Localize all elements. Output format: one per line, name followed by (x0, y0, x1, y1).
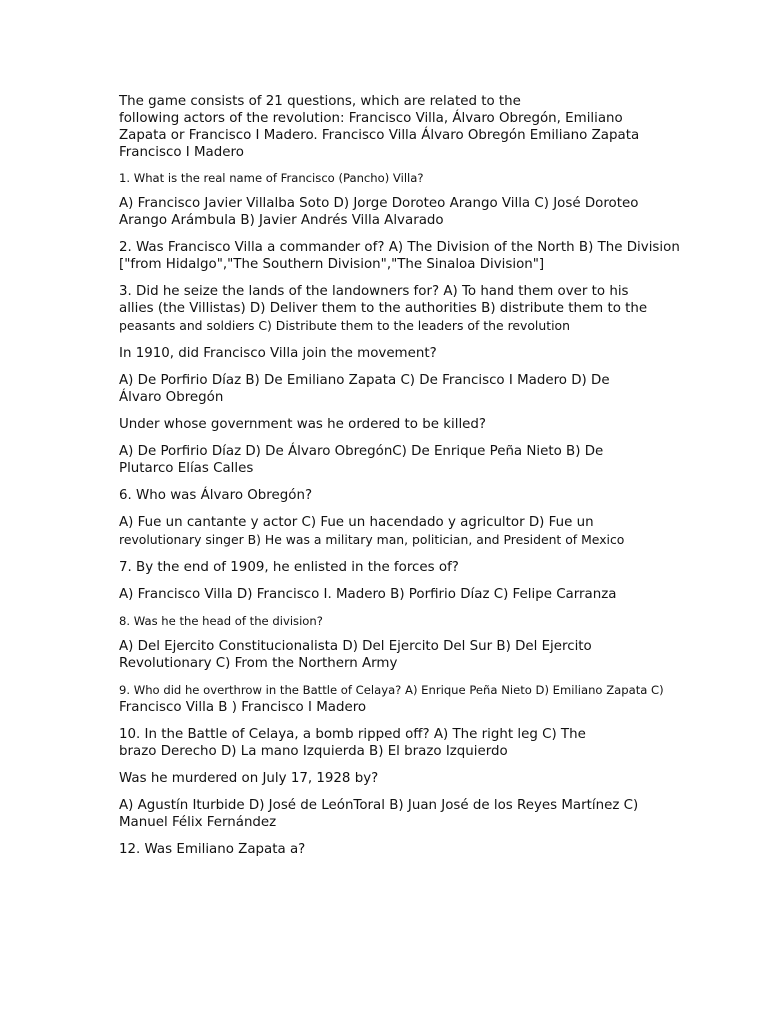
question-10 (119, 726, 699, 760)
question-11: Was he murdered on July 17, 1928 by? (119, 771, 379, 786)
answer-line: A) Francisco Javier Villalba Soto D) Jorge Doroteo Arango Villa C) José Doroteo (119, 196, 639, 211)
question-4: In 1910, did Francisco Villa join the movement? (119, 346, 437, 361)
answers-5 (119, 443, 699, 477)
answers-4 (119, 372, 699, 406)
intro-paragraph (119, 93, 699, 161)
document-page (119, 93, 699, 868)
question-line: allies (the Villistas) D) Deliver them to the authorities B) distribute them to the (119, 301, 648, 316)
question-8: 8. Was he the head of the division? (119, 614, 323, 628)
question-line: 2. Was Francisco Villa a commander of? A) The Division of the North B) The Division (119, 240, 680, 255)
intro-line: Zapata or Francisco I Madero. Francisco Villa Álvaro Obregón Emiliano Zapata (119, 128, 640, 143)
answer-line: A) Fue un cantante y actor C) Fue un hacendado y agricultor D) Fue un (119, 515, 594, 530)
question-9 (119, 682, 699, 716)
answer-line: A) De Porfirio Díaz B) De Emiliano Zapata C) De Francisco I Madero D) De (119, 373, 610, 388)
question-12: 12. Was Emiliano Zapata a? (119, 842, 306, 857)
question-2 (119, 239, 699, 273)
answer-line: A) Agustín Iturbide D) José de LeónToral B) Juan José de los Reyes Martínez C) (119, 798, 639, 813)
answer-line: Arango Arámbula B) Javier Andrés Villa Alvarado (119, 213, 444, 228)
answer-line: Revolutionary C) From the Northern Army (119, 656, 398, 671)
answer-line: Manuel Félix Fernández (119, 815, 277, 830)
answers-8 (119, 638, 699, 672)
answer-line: A) De Porfirio Díaz D) De Álvaro ObregónC) De Enrique Peña Nieto B) De (119, 444, 604, 459)
intro-line: following actors of the revolution: Francisco Villa, Álvaro Obregón, Emiliano (119, 111, 623, 126)
question-3 (119, 283, 699, 335)
question-5: Under whose government was he ordered to be killed? (119, 417, 487, 432)
question-7: 7. By the end of 1909, he enlisted in the forces of? (119, 560, 459, 575)
answers-7: A) Francisco Villa D) Francisco I. Madero B) Porfirio Díaz C) Felipe Carranza (119, 587, 617, 602)
answers-11 (119, 797, 699, 831)
answer-line: Plutarco Elías Calles (119, 461, 254, 476)
intro-line: The game consists of 21 questions, which are related to the (119, 94, 521, 109)
intro-line: Francisco I Madero (119, 145, 244, 160)
question-line-small: peasants and soldiers C) Distribute them to the leaders of the revolution (119, 318, 570, 333)
answers-6 (119, 514, 699, 549)
answer-line: A) Del Ejercito Constitucionalista D) Del Ejercito Del Sur B) Del Ejercito (119, 639, 592, 654)
question-line: 3. Did he seize the lands of the landowners for? A) To hand them over to his (119, 284, 629, 299)
question-6: 6. Who was Álvaro Obregón? (119, 488, 313, 503)
question-1: 1. What is the real name of Francisco (Pancho) Villa? (119, 171, 424, 185)
question-line: ["from Hidalgo","The Southern Division","The Sinaloa Division"] (119, 257, 545, 272)
question-line-small: 9. Who did he overthrow in the Battle of Celaya? A) Enrique Peña Nieto D) Emiliano Zapata C) (119, 683, 664, 697)
question-line: brazo Derecho D) La mano Izquierda B) El brazo Izquierdo (119, 744, 508, 759)
question-line: Francisco Villa B ) Francisco I Madero (119, 700, 367, 715)
answers-1 (119, 195, 699, 229)
answer-line: Álvaro Obregón (119, 390, 224, 405)
answer-line-small: revolutionary singer B) He was a military man, politician, and President of Mexico (119, 532, 625, 547)
question-line: 10. In the Battle of Celaya, a bomb ripped off? A) The right leg C) The (119, 727, 586, 742)
